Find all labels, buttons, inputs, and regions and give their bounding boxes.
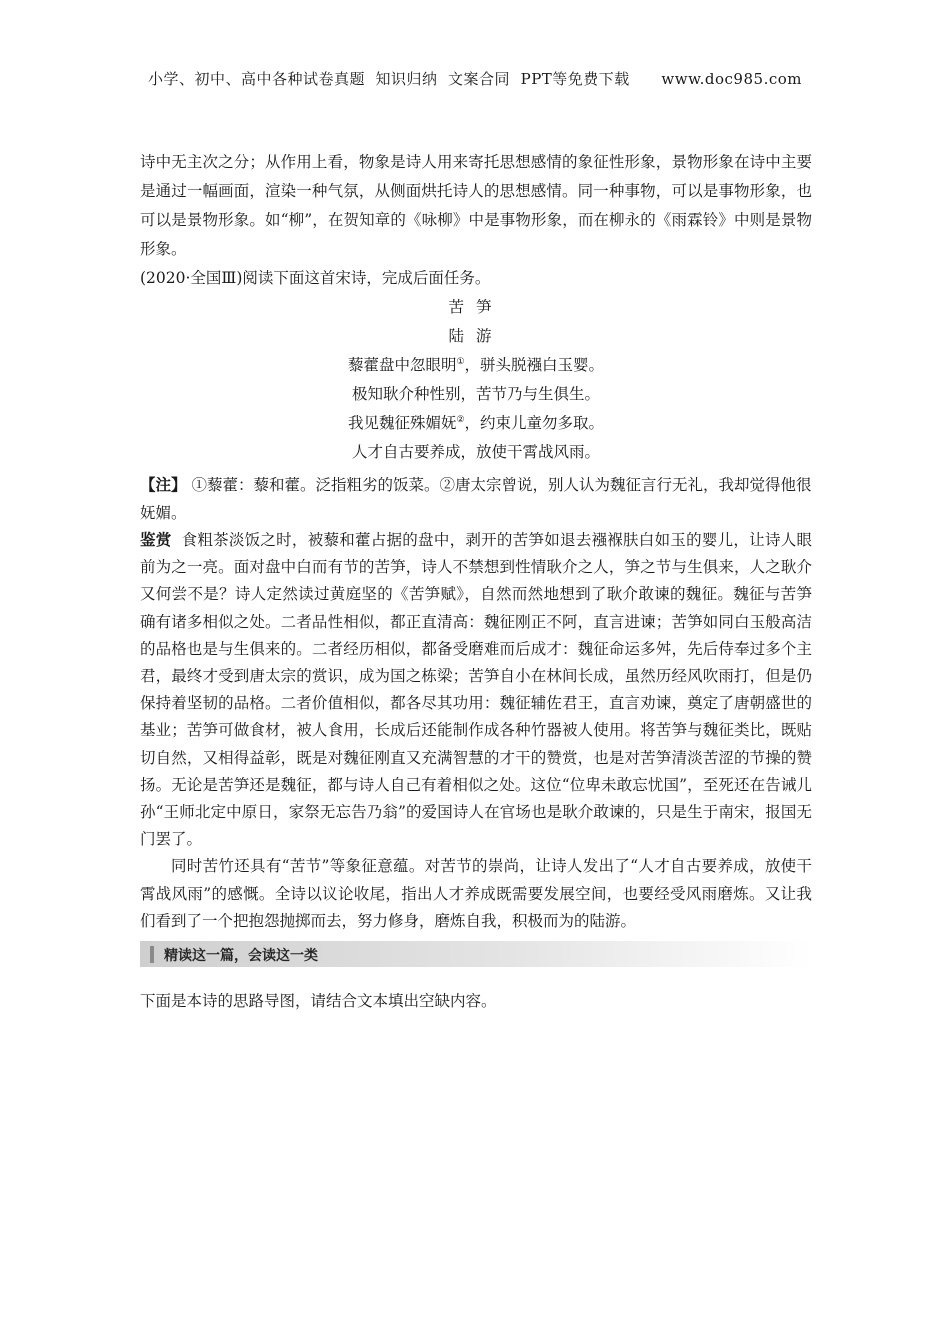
poem-line: 极知耿介种性别，苦节乃与生俱生。	[351, 385, 600, 403]
task-prompt: (2020·全国Ⅲ)阅读下面这首宋诗，完成后面任务。	[140, 269, 491, 287]
poem-line: 人才自古要养成，放使干霄战风雨。	[351, 443, 600, 461]
banner-accent-bar	[150, 946, 154, 963]
poem-note	[140, 471, 812, 527]
document-body	[140, 148, 812, 1016]
appreciation-text: 食粗茶淡饭之时，被藜和藿占据的盘中，剥开的苦笋如退去襁褓肤白如玉的婴儿，让诗人眼前为之一亮。面对盘中白而有节的苦笋，诗人不禁想到性情耿介之人，笋之节与生俱来，人之耿介又何尝不是？诗人定然读过黄庭坚的《苦笋赋》，自然而然地想到了耿介敢谏的魏征。魏征与苦笋确有诸多相似之处。二者品性相似，都正直清高：魏征刚正不阿，直言进谏；苦笋如同白玉般高洁的品格也是与生俱来的。二者经历相似，都备受磨难而后成才：魏征命运多舛，先后侍奉过多个主君，最终才受到唐太宗的赏识，成为国之栋梁；苦笋自小在林间长成，虽然历经风吹雨打，但是仍保持着坚韧的品格。二者价值相似，都各尽其功用：魏征辅佐君王，直言劝谏，奠定了唐朝盛世的基业；苦笋可做食材，被人食用，长成后还能制作成各种竹器被人使用。将苦笋与魏征类比，既贴切自然，又相得益彰，既是对魏征刚直又充满智慧的才干的赞赏，也是对苦笋清淡苦涩的节操的赞扬。无论是苦笋还是魏征，都与诗人自己有着相似之处。这位“位卑未敢忘忧国”，至死还在告诫儿孙“王师北定中原日，家祭无忘告乃翁”的爱国诗人在官场也是耿介敢谏的，只是生于南宋，报国无门罢了。	[140, 531, 812, 849]
poem-line: 藜藿盘中忽眼明①，骈头脱襁白玉婴。	[347, 356, 605, 374]
poem-line: 我见魏征殊媚妩②，约束儿童勿多取。	[347, 414, 605, 432]
intro-paragraph: 诗中无主次之分；从作用上看，物象是诗人用来寄托思想感情的象征性形象，景物形象在诗中主要是通过一幅画面，渲染一种气氛，从侧面烘托诗人的思想感情。同一种事物，可以是事物形象，也可以是景物形象。如“柳”，在贺知章的《咏柳》中是事物形象，而在柳永的《雨霖铃》中则是景物形象。	[140, 153, 812, 258]
appreciation-paragraph-2: 同时苦竹还具有“苦节”等象征意蕴。对苦节的崇尚，让诗人发出了“人才自古要养成，放使干霄战风雨”的感慨。全诗以议论收尾，指出人才养成既需要发展空间，也要经受风雨磨炼。又让我们看到了一个把抱怨抛掷而去，努力修身，磨炼自我，积极而为的陆游。	[140, 857, 812, 930]
note-label: 【注】	[140, 476, 187, 494]
poem-title: 苦笋	[448, 298, 504, 316]
banner-title: 精读这一篇，会读这一类	[164, 948, 318, 965]
instruction-text: 下面是本诗的思路导图，请结合文本填出空缺内容。	[140, 992, 497, 1011]
page-header: 小学、初中、高中各种试卷真题 知识归纳 文案合同 PPT等免费下载 www.doc985.com	[147, 70, 802, 88]
appreciation-paragraph	[140, 527, 812, 853]
poem-author: 陆游	[448, 327, 504, 345]
poem	[140, 293, 812, 467]
appreciation-label: 鉴赏	[140, 531, 172, 549]
note-text: ①藜藿：藜和藿。泛指粗劣的饭菜。②唐太宗曾说，别人认为魏征言行无礼，我却觉得他很妩媚。	[140, 476, 812, 522]
section-banner	[140, 941, 812, 967]
